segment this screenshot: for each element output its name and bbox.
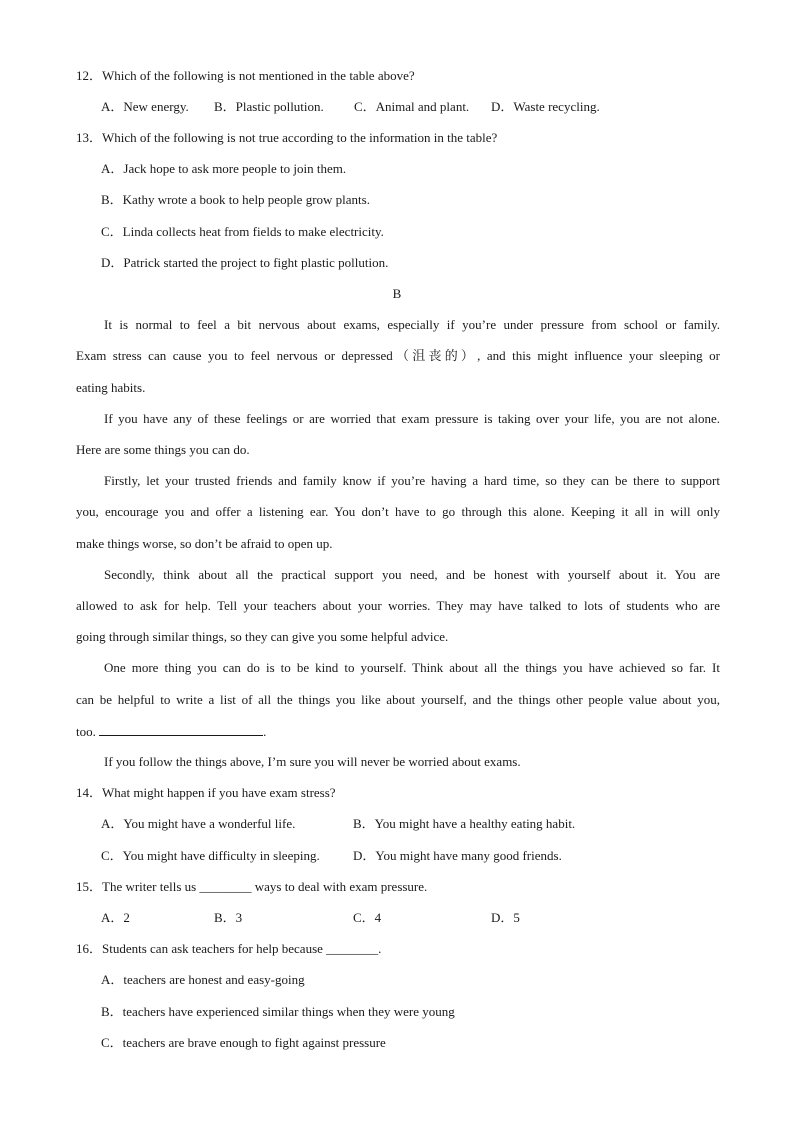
question-12-stem: 12．Which of the following is not mentioned in the table above? [76, 68, 415, 83]
passage-p1-line2: Exam stress can cause you to feel nervous or depressed（沮丧的）, and this might influence your sleeping or [76, 348, 720, 363]
question-16-stem: 16．Students can ask teachers for help because ________. [76, 941, 382, 956]
q12-option-a: A．New energy. [101, 99, 189, 114]
q15-option-d: D．5 [491, 910, 520, 925]
q13-option-d: D．Patrick started the project to fight plastic pollution. [101, 255, 389, 270]
passage-p3-line3: make things worse, so don’t be afraid to open up. [76, 536, 333, 551]
q12-option-b: B．Plastic pollution. [214, 99, 324, 114]
passage-p5-line3-text: too. [76, 724, 96, 739]
q12-option-d: D．Waste recycling. [491, 99, 600, 114]
q14-option-d: D．You might have many good friends. [353, 848, 562, 863]
passage-p3-line2: you, encourage you and offer a listening ear. You don’t have to go through this alone. Keeping it all in will only [76, 504, 720, 519]
q15-option-b: B．3 [214, 910, 243, 925]
passage-p2-line1: If you have any of these feelings or are worried that exam pressure is taking over your life, you are not alone. [104, 411, 720, 426]
q15-option-a: A．2 [101, 910, 130, 925]
question-13-stem: 13．Which of the following is not true according to the information in the table? [76, 130, 498, 145]
passage-p5-line1: One more thing you can do is to be kind to yourself. Think about all the things you have achieved so far. It [104, 660, 720, 675]
passage-p1-line1: It is normal to feel a bit nervous about exams, especially if you’re under pressure from school or family. [104, 317, 720, 332]
passage-p1-line3: eating habits. [76, 380, 146, 395]
answer-blank [99, 723, 263, 736]
q15-option-c: C．4 [353, 910, 382, 925]
passage-p4-line3: going through similar things, so they can give you some helpful advice. [76, 629, 449, 644]
section-b-heading: B [392, 286, 402, 301]
passage-p5-line2: can be helpful to write a list of all the things you like about yourself, and the things other people value about you, [76, 692, 720, 707]
passage-p4-line1: Secondly, think about all the practical support you need, and be honest with yourself about it. You are [104, 567, 720, 582]
passage-p4-line2: allowed to ask for help. Tell your teachers about your worries. They may have talked to lots of students who are [76, 598, 720, 613]
q14-option-b: B．You might have a healthy eating habit. [353, 816, 576, 831]
q14-option-a: A．You might have a wonderful life. [101, 816, 296, 831]
question-15-stem: 15．The writer tells us ________ ways to deal with exam pressure. [76, 879, 428, 894]
q16-option-a: A．teachers are honest and easy-going [101, 972, 305, 987]
passage-p5-line3: too. . [76, 724, 267, 739]
q16-option-b: B．teachers have experienced similar things when they were young [101, 1004, 455, 1019]
q13-option-b: B．Kathy wrote a book to help people grow plants. [101, 192, 370, 207]
passage-p2-line2: Here are some things you can do. [76, 442, 250, 457]
q12-option-c: C．Animal and plant. [354, 99, 470, 114]
q16-option-c: C．teachers are brave enough to fight against pressure [101, 1035, 386, 1050]
q13-option-c: C．Linda collects heat from fields to make electricity. [101, 224, 384, 239]
passage-p6: If you follow the things above, I’m sure you will never be worried about exams. [104, 754, 521, 769]
q14-option-c: C．You might have difficulty in sleeping. [101, 848, 320, 863]
question-14-stem: 14．What might happen if you have exam stress? [76, 785, 336, 800]
q13-option-a: A．Jack hope to ask more people to join them. [101, 161, 347, 176]
passage-p3-line1: Firstly, let your trusted friends and family know if you’re having a hard time, so they can be there to support [104, 473, 720, 488]
